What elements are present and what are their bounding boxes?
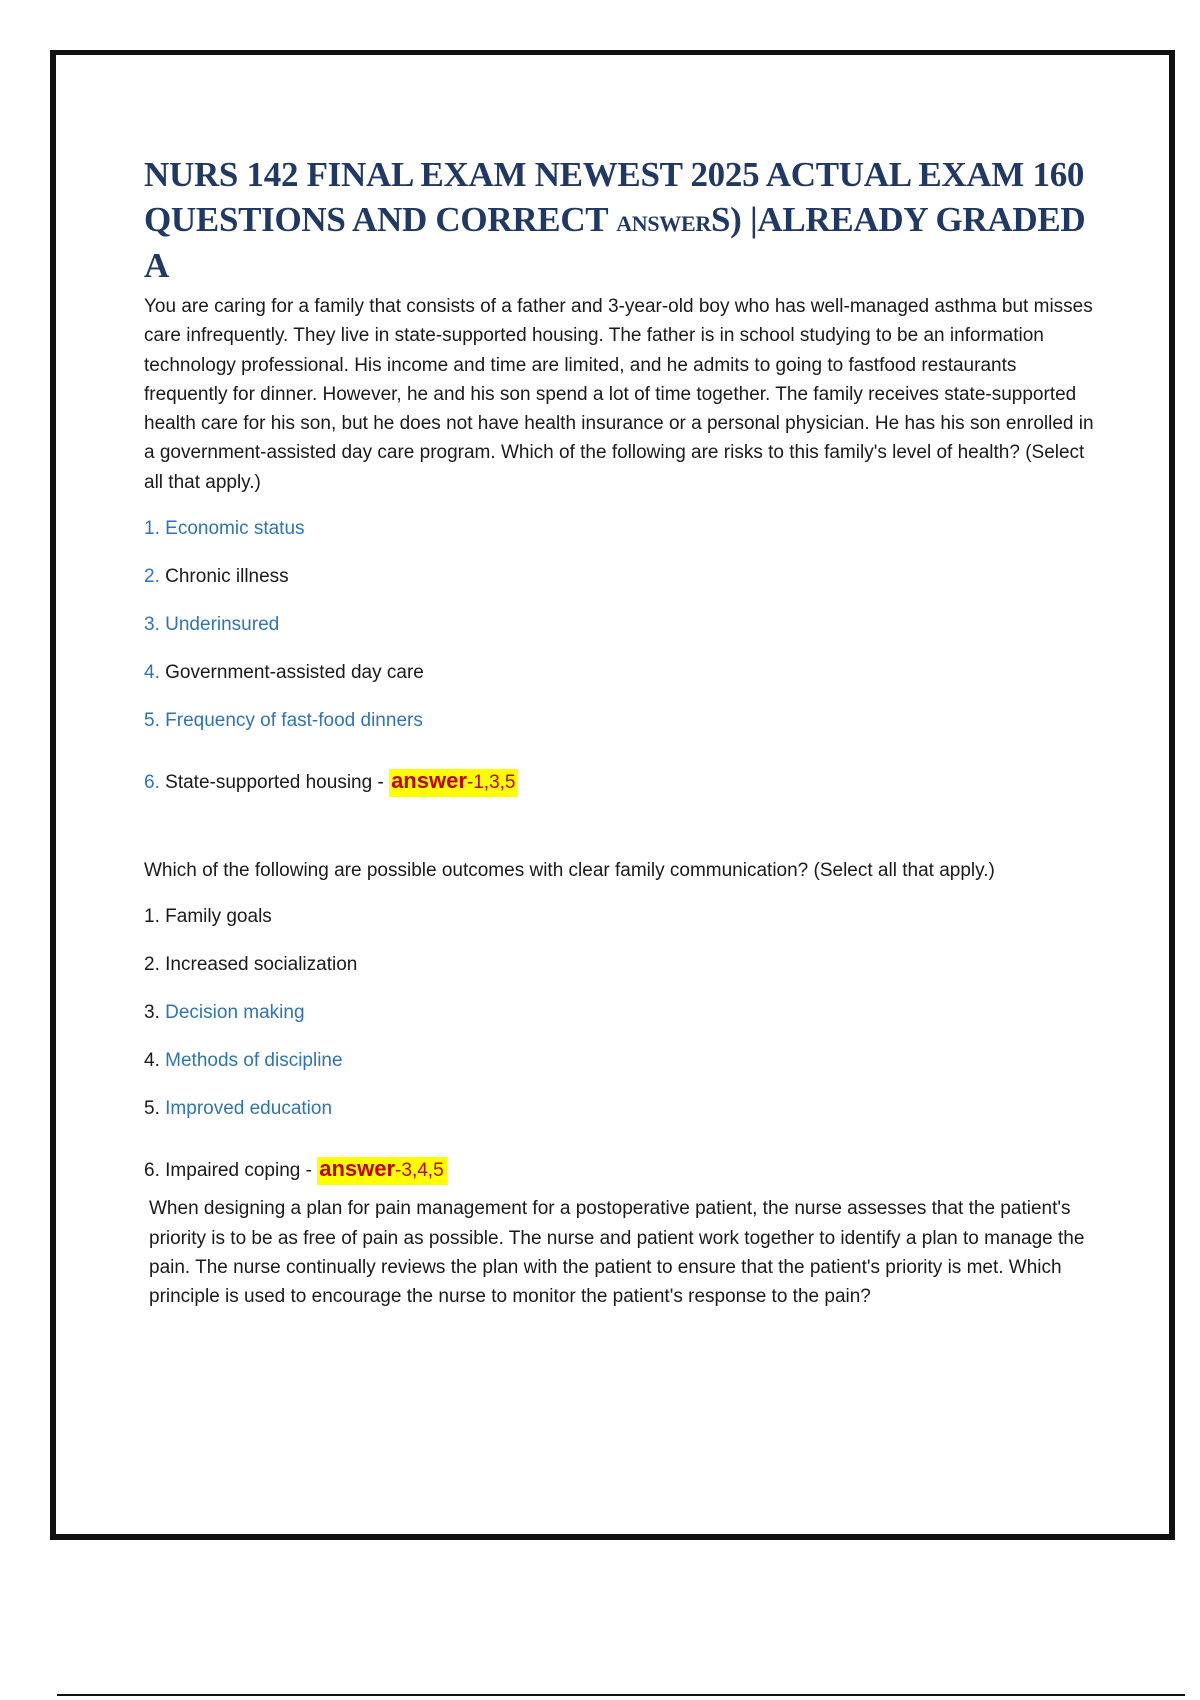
q2-option-5: 5. Improved education	[144, 1098, 333, 1120]
question-3-prompt: When designing a plan for pain management for a postoperative patient, the nurse assesses that the patient's priority is to be as free of pain as possible. The nurse and patient work together to identify a plan to manage the pain. The nurse continually reviews the plan with the patient to ensure that the patient's priority is met. Which principle is used to encourage the nurse to monitor the patient's response to the pain?	[149, 1198, 1085, 1308]
q1-option-5: 5. Frequency of fast-food dinners	[144, 710, 423, 732]
question-1-options	[144, 516, 1094, 794]
q1-option-6: 6. State-supported housing - answer-1,3,5	[144, 768, 1094, 794]
q1-answer-badge: answer-1,3,5	[389, 769, 518, 797]
q1-option-2: 2. Chronic illness	[144, 566, 289, 588]
footer-divider	[57, 1694, 1185, 1696]
q2-option-3: 3. Decision making	[144, 1002, 305, 1024]
document-body	[144, 152, 1094, 1312]
q2-option-6: 6. Impaired coping - answer-3,4,5	[144, 1156, 1094, 1182]
question-2-options	[144, 904, 1094, 1182]
q2-answer-badge: answer-3,4,5	[317, 1157, 446, 1185]
q2-option-1: 1. Family goals	[144, 906, 272, 928]
question-1-prompt: You are caring for a family that consists of a father and 3-year-old boy who has well-managed asthma but misses care infrequently. They live in state-supported housing. The father is in school studying to be an information technology professional. His income and time are limited, and he admits to going to fastfood restaurants frequently for dinner. However, he and his son spend a lot of time together. The family receives state-supported health care for his son, but he does not have health insurance or a personal physician. He has his son enrolled in a government-assisted day care program. Which of the following are risks to this family's level of health? (Select all that apply.)	[144, 296, 1094, 493]
q2-option-4: 4. Methods of discipline	[144, 1050, 343, 1072]
q1-option-4: 4. Government-assisted day care	[144, 662, 424, 684]
q2-option-2: 2. Increased socialization	[144, 954, 358, 976]
document-title: NURS 142 FINAL EXAM NEWEST 2025 ACTUAL EXAM 160 QUESTIONS AND CORRECT answerS) |ALREADY GRADED A	[144, 155, 1086, 285]
question-2-prompt: Which of the following are possible outcomes with clear family communication? (Select all that apply.)	[144, 860, 995, 882]
q1-option-3: 3. Underinsured	[144, 614, 280, 636]
q1-option-1: 1. Economic status	[144, 518, 305, 540]
